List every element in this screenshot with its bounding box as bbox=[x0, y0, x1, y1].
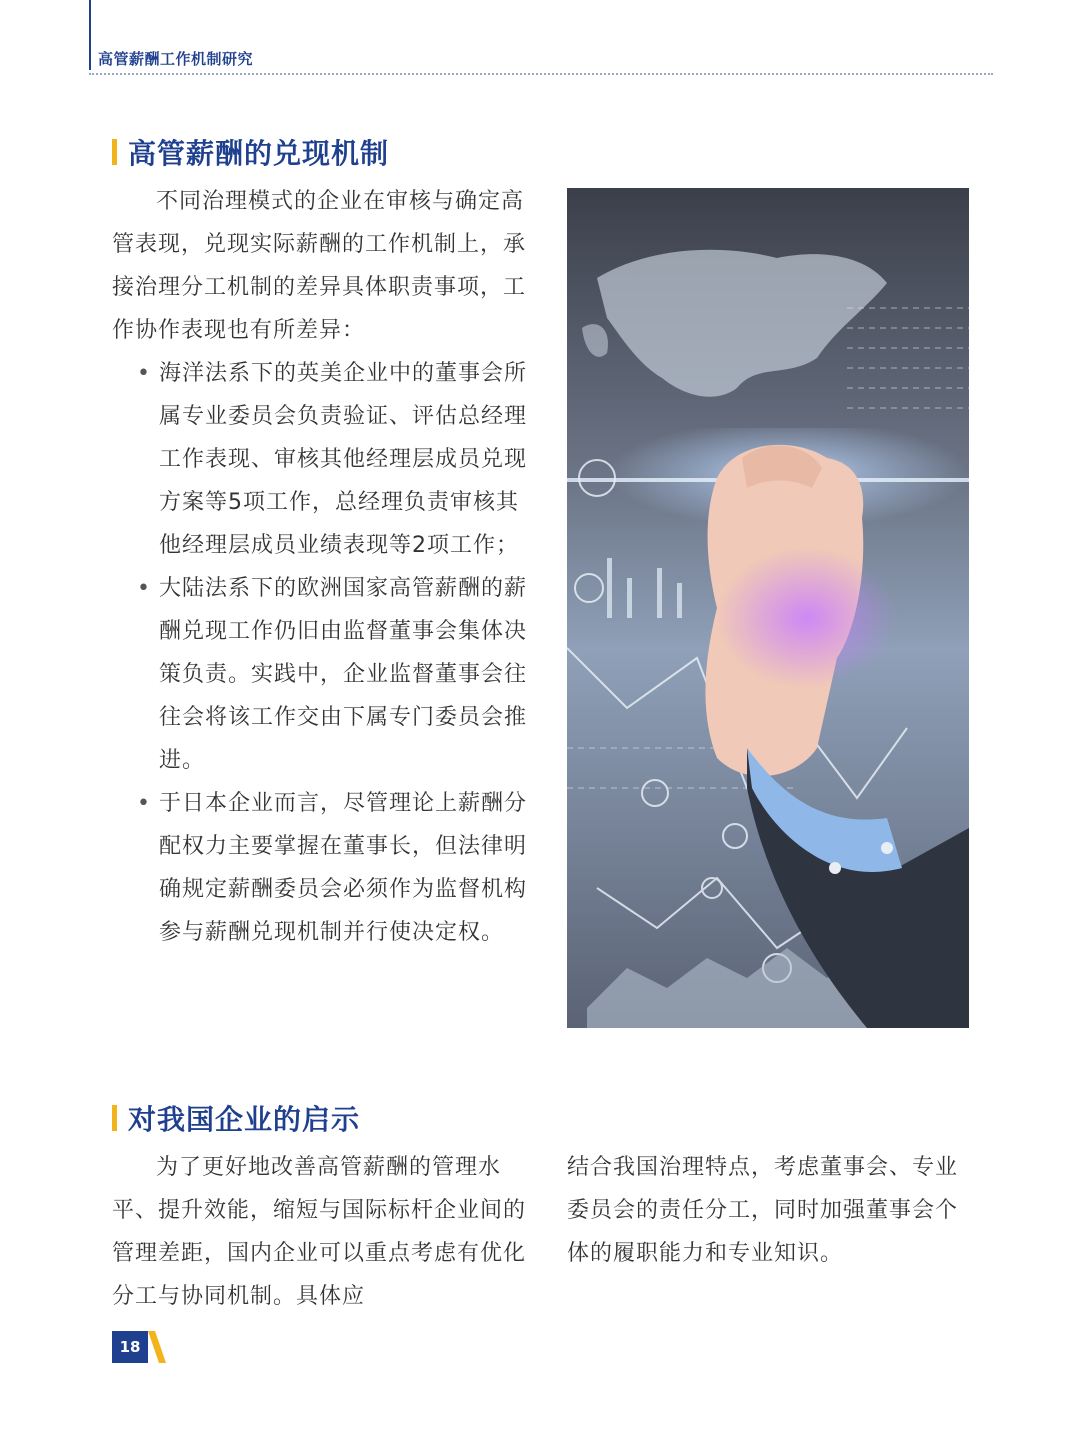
list-item: • 海洋法系下的英美企业中的董事会所属专业委员会负责验证、评估总经理工作表现、审核其他经理层成员兑现方案等5项工作，总经理负责审核其他经理层成员业绩表现等2项工作； bbox=[112, 352, 532, 567]
section2-right-column bbox=[567, 1146, 979, 1275]
section-heading-text: 对我国企业的启示 bbox=[128, 1103, 361, 1136]
heading-accent-bar bbox=[112, 1105, 117, 1131]
page-number-accent-icon bbox=[148, 1331, 166, 1363]
heading-accent-bar bbox=[112, 139, 117, 165]
bullet-icon: • bbox=[137, 361, 151, 386]
section-heading-compensation-realization bbox=[112, 132, 389, 172]
bullet-icon: • bbox=[137, 576, 151, 601]
section1-intro: 不同治理模式的企业在审核与确定高管表现，兑现实际薪酬的工作机制上，承接治理分工机制的差异具体职责事项，工作协作表现也有所差异： bbox=[112, 189, 527, 343]
list-item: • 大陆法系下的欧洲国家高管薪酬的薪酬兑现工作仍旧由监督董事会集体决策负责。实践中，企业监督董事会往往会将该工作交由下属专门委员会推进。 bbox=[112, 567, 532, 782]
section2-paragraph-left: 为了更好地改善高管薪酬的管理水平、提升效能，缩短与国际标杆企业间的管理差距，国内企业可以重点考虑有优化分工与协同机制。具体应 bbox=[112, 1155, 527, 1309]
hand-drawing-chart-photo bbox=[567, 188, 969, 1028]
section-heading-implications bbox=[112, 1098, 360, 1138]
bullet-icon: • bbox=[137, 791, 151, 816]
section1-body bbox=[112, 180, 532, 954]
section2-paragraph-right: 结合我国治理特点，考虑董事会、专业委员会的责任分工，同时加强董事会个体的履职能力和专业知识。 bbox=[567, 1155, 959, 1266]
section-heading-text: 高管薪酬的兑现机制 bbox=[128, 137, 390, 170]
section2-left-column bbox=[112, 1146, 532, 1318]
section1-bullet-list bbox=[112, 352, 532, 954]
running-header-title: 高管薪酬工作机制研究 bbox=[98, 50, 254, 68]
header-dotted-divider bbox=[89, 73, 993, 75]
photo-illustration bbox=[567, 188, 969, 1028]
header-vertical-rule bbox=[89, 0, 91, 70]
page-number: 18 bbox=[112, 1331, 148, 1363]
list-item: • 于日本企业而言，尽管理论上薪酬分配权力主要掌握在董事长，但法律明确规定薪酬委员会必须作为监督机构参与薪酬兑现机制并行使决定权。 bbox=[112, 782, 532, 954]
